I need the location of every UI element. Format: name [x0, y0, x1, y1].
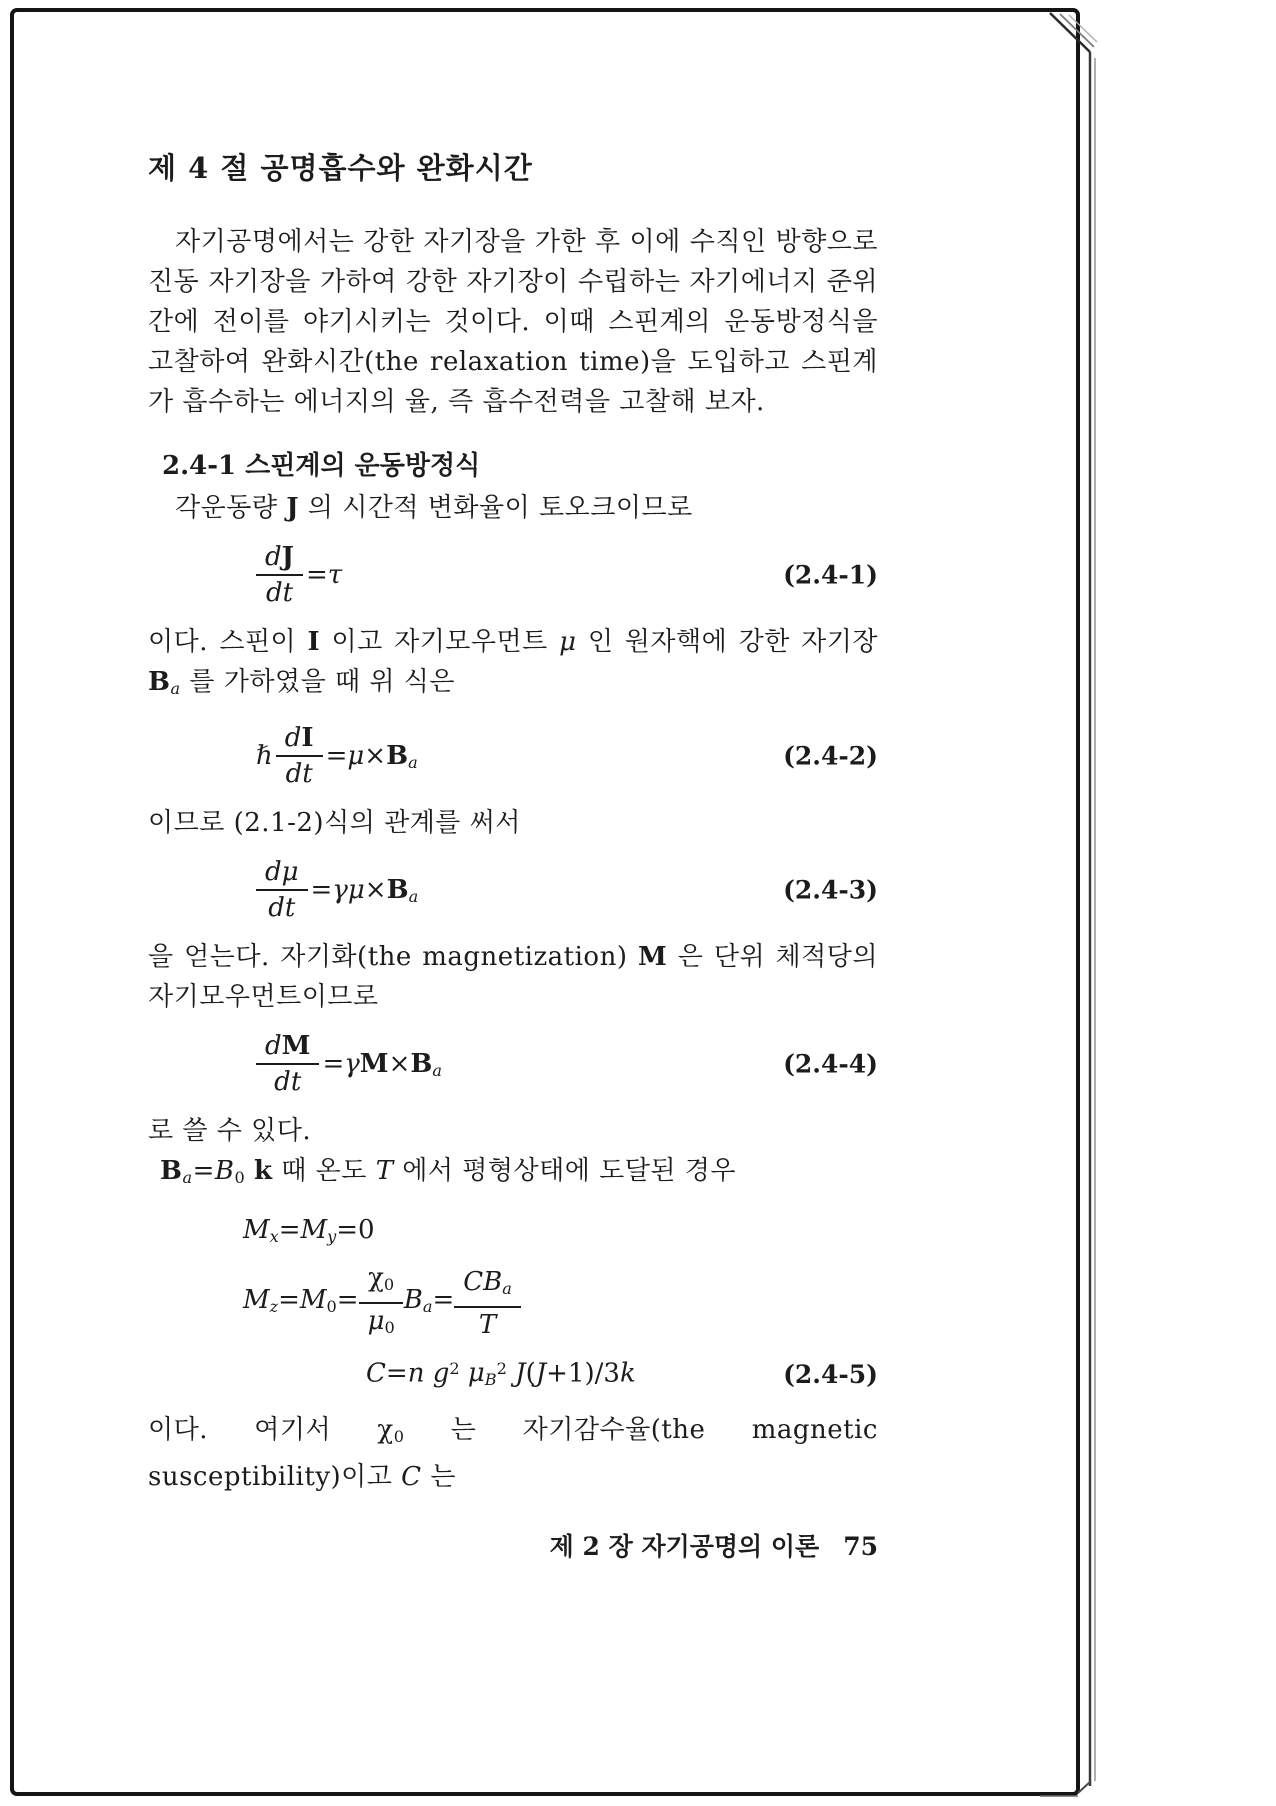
equation-number: (2.4-3): [783, 875, 878, 905]
lead-sentence: 각운동량 J 의 시간적 변화율이 토오크이므로: [175, 493, 693, 523]
fraction: [359, 1264, 404, 1342]
section-title: 제 4 절 공명흡수와 완화시간: [148, 151, 533, 185]
condition-sentence: $B_a=B_0$ k 때 온도 T 에서 평형상태에 도달된 경우: [160, 1156, 736, 1188]
fraction-denominator: dt: [274, 1067, 302, 1098]
fraction-numerator: dμ: [256, 858, 308, 891]
equation-text: $B_a=$: [403, 1284, 455, 1316]
derivation-text-2: 이므로 (2.1-2)식의 관계를 써서: [148, 808, 521, 839]
page-footer: [148, 1527, 878, 1563]
page-number: 75: [843, 1532, 878, 1562]
equation-number: (2.4-4): [783, 1049, 878, 1079]
fraction-numerator: $CB_a$: [454, 1268, 521, 1308]
chapter-label: 제 2 장 자기공명의 이론: [549, 1532, 820, 1562]
fraction-denominator: dt: [265, 578, 294, 608]
equation-text: C=n $g^2$ $\mu_B^2$ J(J+1)/3k: [366, 1358, 636, 1390]
fraction-numerator: dJ: [256, 543, 303, 576]
fraction: [276, 724, 323, 788]
closing-sentence: 이다. 여기서 $\chi_0$ 는 자기감수율(the magnetic susceptibility)이고 C 는: [148, 1415, 878, 1493]
equation-line-curie-constant: [148, 1349, 878, 1400]
intro-paragraph: 자기공명에서는 강한 자기장을 가한 후 이에 수직인 방향으로 진동 자기장을 가하여 강한 자기장이 수립하는 자기에너지 준위간에 전이를 야기시키는 것이다. 이때 스핀계의 운동방정식을 고찰하여 완화시간(the relaxation time)을 도입하고 스핀계가 흡수하는 에너지의 율, 즉 흡수전력을 고찰해 보자.: [148, 227, 878, 417]
fraction: [256, 543, 303, 607]
equation-line-mz: [148, 1264, 878, 1342]
fraction: [256, 858, 308, 922]
equation-number: (2.4-2): [783, 741, 878, 771]
fraction-numerator: dM: [256, 1032, 319, 1065]
fraction-denominator: T: [478, 1309, 497, 1340]
equation-rhs: $=\mu\times B_a$: [325, 740, 418, 772]
subsection-title: 2.4-1 스핀계의 운동방정식: [162, 451, 481, 481]
equation-text: $M_x=M_y=0$: [243, 1215, 375, 1247]
equation-text: $M_z=M_0=$: [243, 1284, 359, 1316]
equation-number: (2.4-1): [783, 560, 878, 590]
fraction-denominator: dt: [285, 759, 313, 790]
equation-rhs: =τ: [305, 560, 343, 590]
fraction: [256, 1032, 319, 1096]
equation-2-4-5-group: [148, 1210, 878, 1400]
equation-rhs: $=\gamma\mu\times B_a$: [310, 874, 419, 906]
fraction-denominator: $\mu_0$: [367, 1306, 395, 1338]
fraction-denominator: dt: [268, 893, 296, 924]
equation-2-4-1: [148, 542, 878, 608]
fraction-numerator: $\chi_0$: [359, 1264, 403, 1304]
equation-2-4-3: [148, 857, 878, 923]
equation-2-4-2: [148, 723, 878, 789]
fraction-numerator: dI: [276, 724, 323, 757]
derivation-text-1: 이다. 스핀이 I 이고 자기모우먼트 μ 인 원자핵에 강한 자기장 $B_a$ 를 가하였을 때 위 식은: [148, 627, 878, 699]
fraction: [454, 1268, 521, 1339]
equation-rhs: $=\gamma M\times B_a$: [322, 1048, 442, 1080]
hbar-symbol: ℏ: [256, 741, 273, 772]
page-content: [12, 0, 1078, 1784]
derivation-text-3: 을 얻는다. 자기화(the magnetization) M 은 단위 체적당의 자기모우먼트이므로: [148, 942, 879, 1013]
equation-line-mxmy: [148, 1210, 878, 1257]
equation-number: (2.4-5): [783, 1359, 878, 1389]
derivation-text-4: 로 쓸 수 있다.: [148, 1116, 312, 1147]
equation-2-4-4: [148, 1031, 878, 1097]
